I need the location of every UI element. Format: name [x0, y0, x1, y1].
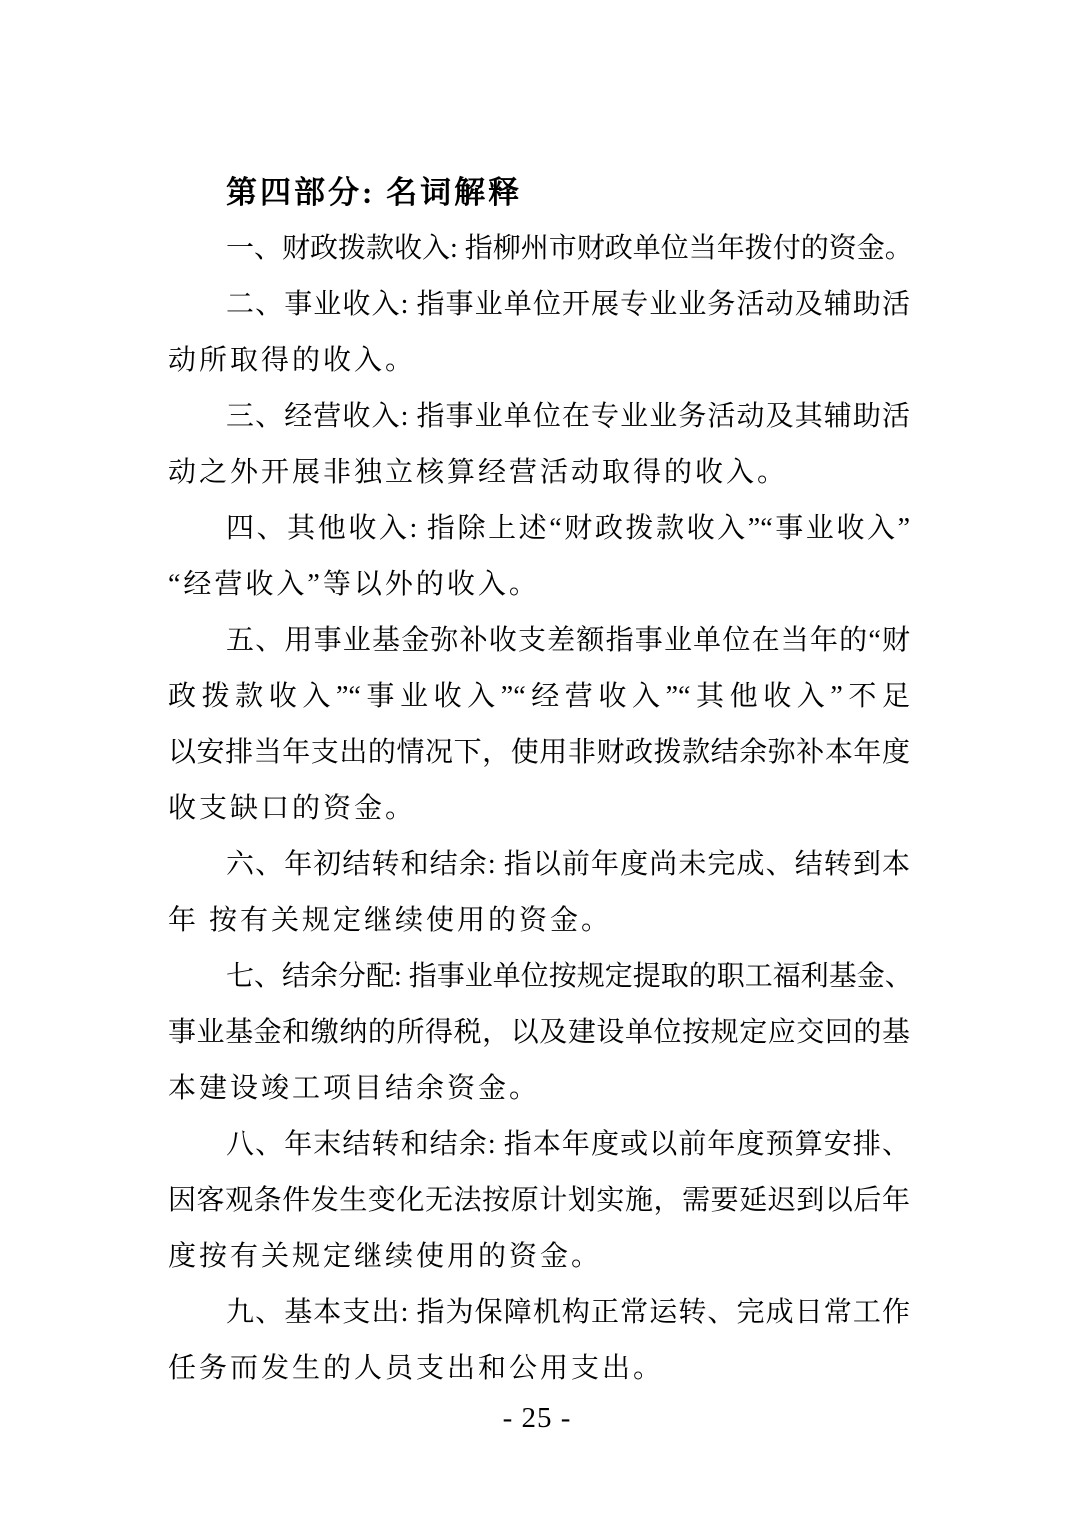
text-line: 以安排当年支出的情况下，使用非财政拨款结余弥补本年度 [168, 737, 910, 768]
text-line: 本建设竣工项目结余资金。 [168, 1073, 541, 1104]
text-line: 三、经营收入: 指事业单位在专业业务活动及其辅助活 [226, 401, 910, 432]
text-line: 度按有关规定继续使用的资金。 [168, 1241, 603, 1272]
terms-list [168, 221, 913, 1397]
text-line: 事业基金和缴纳的所得税，以及建设单位按规定应交回的基 [168, 1017, 910, 1048]
text-line: 四、其他收入: 指除上述“财政拨款收入”“事业收入” [226, 513, 910, 544]
text-line: 因客观条件发生变化无法按原计划实施，需要延迟到以后年 [168, 1185, 910, 1216]
text-line: 动所取得的收入。 [168, 345, 417, 376]
text-line: 二、事业收入: 指事业单位开展专业业务活动及辅助活 [226, 289, 910, 320]
text-line: 任务而发生的人员支出和公用支出。 [168, 1353, 665, 1384]
text-line: 五、用事业基金弥补收支差额指事业单位在当年的“财 [226, 625, 910, 656]
text-line: 七、结余分配: 指事业单位按规定提取的职工福利基金、 [226, 961, 913, 992]
text-line: 政拨款收入”“事业收入”“经营收入”“其他收入”不足 [168, 681, 910, 712]
text-line: “经营收入”等以外的收入。 [168, 569, 540, 600]
section-title: 第四部分: 名词解释 [226, 175, 523, 210]
text-line: 六、年初结转和结余: 指以前年度尚未完成、结转到本 [226, 849, 910, 880]
text-line: 动之外开展非独立核算经营活动取得的收入。 [168, 457, 789, 488]
text-line: 收支缺口的资金。 [168, 793, 417, 824]
text-line: 八、年末结转和结余: 指本年度或以前年度预算安排、 [226, 1129, 910, 1160]
document-body [168, 171, 913, 1397]
text-line: 一、财政拨款收入: 指柳州市财政单位当年拨付的资金。 [226, 233, 913, 264]
text-line: 九、基本支出: 指为保障机构正常运转、完成日常工作 [226, 1297, 910, 1328]
page-number: - 25 - [502, 1402, 572, 1434]
text-line: 年 按有关规定继续使用的资金。 [168, 905, 613, 936]
